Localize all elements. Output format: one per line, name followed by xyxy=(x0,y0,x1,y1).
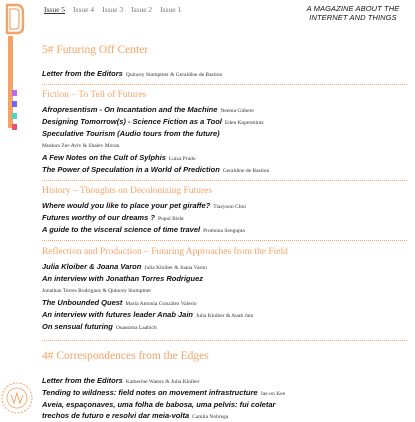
entry-author: Ouassima Laabich xyxy=(115,325,157,331)
entry-author: Eden Kupermintz xyxy=(224,120,264,126)
entry-title: Julia Kloiber & Joana Varon xyxy=(42,262,142,271)
entry-author: Jaz-on Kee xyxy=(260,391,286,397)
entry-title: Designing Tomorrow(s) - Science Fiction as a Tool xyxy=(42,117,222,126)
entry-title: An interview with futures leader Anab Jain xyxy=(42,310,194,319)
entry-title: A guide to the visceral science of time travel xyxy=(42,225,201,234)
blue-swatch xyxy=(12,101,17,107)
divider xyxy=(42,180,407,181)
entry-author: Pupul Bisht xyxy=(157,216,184,222)
list-item[interactable] xyxy=(42,67,222,80)
list-item-authors xyxy=(42,283,151,296)
section-title-reflection: Reflection and Production – Futuring Approaches from the Field xyxy=(42,247,288,257)
entry-author: Quincey Stumptner & Geraldine de Bastion xyxy=(125,72,223,78)
entry-author: Promona Sengupta xyxy=(203,228,245,234)
magazine-logo[interactable] xyxy=(5,3,25,35)
entry-author: Julia Kloiber & Anab Jain xyxy=(196,313,254,319)
list-item[interactable] xyxy=(42,223,245,236)
entry-title: Futures worthy of our dreams ? xyxy=(42,213,155,222)
nav-issue-3[interactable]: Issue 3 xyxy=(102,5,124,14)
entry-title: Letter from the Editors xyxy=(42,69,123,78)
list-item-authors xyxy=(42,138,119,151)
entry-author: Tiazyoon Choi xyxy=(213,204,246,210)
section-title-fiction: Fiction – To Tell of Futures xyxy=(42,90,147,100)
entry-title: Afropresentism - On Incantation and the Machine xyxy=(42,105,218,114)
entry-title: A Few Notes on the Cult of Sylphis xyxy=(42,153,166,162)
issue-4-title[interactable]: 4# Correspondences from the Edges xyxy=(42,350,209,362)
issue-nav xyxy=(44,5,189,14)
entry-author: Neema Githere xyxy=(220,108,254,114)
entry-title: On sensual futuring xyxy=(42,322,113,331)
seal-badge-icon xyxy=(0,381,34,415)
entry-author: Julia Kloiber & Joana Varon xyxy=(144,265,207,271)
divider xyxy=(42,340,407,341)
entry-title: The Power of Speculation in a World of Prediction xyxy=(42,165,220,174)
teal-swatch xyxy=(12,113,17,119)
entry-author: Jonathan Torres Rodriguez & Quincey Stumptner xyxy=(42,288,152,294)
divider xyxy=(42,84,407,85)
divider xyxy=(42,240,407,241)
purple-swatch xyxy=(12,90,17,96)
nav-issue-1[interactable]: Issue 1 xyxy=(160,5,182,14)
issue-5-title[interactable]: 5# Futuring Off Center xyxy=(42,44,149,56)
nav-issue-2[interactable]: Issue 2 xyxy=(131,5,153,14)
red-swatch xyxy=(12,124,17,130)
list-item[interactable] xyxy=(42,163,269,176)
tagline: A MAGAZINE ABOUT THE INTERNET AND THINGS xyxy=(306,4,400,22)
entry-title: Where would you like to place your pet giraffe? xyxy=(42,201,211,210)
entry-title: trechos de futuro e resolvi dar meia-volta xyxy=(42,411,190,420)
entry-author: Camila Nobrega xyxy=(192,414,229,420)
entry-author: Maria Antonia González Valerio xyxy=(125,301,197,307)
list-item[interactable] xyxy=(42,409,228,422)
entry-title: Tending to wildness: field notes on movement infrastructure xyxy=(42,388,258,397)
list-item[interactable] xyxy=(42,320,157,333)
nav-issue-5[interactable]: Issue 5 xyxy=(44,5,66,14)
entry-author: Geraldine de Bastion xyxy=(222,168,270,174)
section-title-history: History – Thoughts on Decolonizing Futures xyxy=(42,186,213,196)
entry-title: Letter from the Editors xyxy=(42,376,123,385)
entry-author: Mushon Zer-Aviv & Shalev Moran xyxy=(42,143,120,149)
entry-title: Speculative Tourism (Audio tours from the future) xyxy=(42,129,220,138)
entry-author: Luiza Prado xyxy=(168,156,196,162)
entry-author: Katherine Waters & Julia Kloiber xyxy=(125,379,200,385)
entry-title: An interview with Jonathan Torres Rodriguez xyxy=(42,274,203,283)
nav-issue-4[interactable]: Issue 4 xyxy=(73,5,95,14)
entry-title: Aveia, espaçonaves, uma folha de babosa, uma pelvis: fui coletar xyxy=(42,400,276,409)
entry-title: The Unbounded Quest xyxy=(42,298,123,307)
